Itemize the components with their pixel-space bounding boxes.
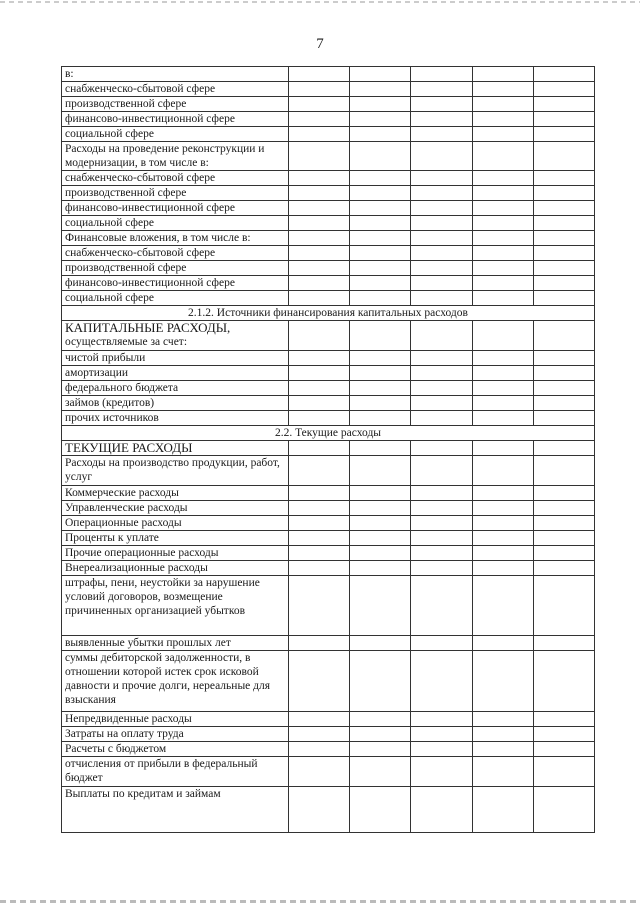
- value-cell: [472, 127, 533, 142]
- row-label: Расчеты с бюджетом: [62, 742, 289, 757]
- value-cell: [472, 501, 533, 516]
- value-cell: [350, 127, 411, 142]
- value-cell: [533, 516, 594, 531]
- row-label: Внереализационные расходы: [62, 561, 289, 576]
- value-cell: [288, 651, 349, 712]
- value-cell: [533, 636, 594, 651]
- value-cell: [411, 516, 472, 531]
- value-cell: [533, 112, 594, 127]
- value-cell: [533, 727, 594, 742]
- row-label: Управленческие расходы: [62, 501, 289, 516]
- table-row: [62, 456, 595, 486]
- value-cell: [533, 546, 594, 561]
- value-cell: [411, 396, 472, 411]
- value-cell: [350, 651, 411, 712]
- value-cell: [472, 456, 533, 486]
- value-cell: [288, 561, 349, 576]
- table-row: [62, 441, 595, 456]
- value-cell: [472, 396, 533, 411]
- value-cell: [350, 531, 411, 546]
- table-row: [62, 201, 595, 216]
- value-cell: [472, 742, 533, 757]
- value-cell: [411, 561, 472, 576]
- table-row: [62, 381, 595, 396]
- table-row: [62, 546, 595, 561]
- value-cell: [288, 396, 349, 411]
- value-cell: [288, 276, 349, 291]
- value-cell: [533, 201, 594, 216]
- value-cell: [288, 366, 349, 381]
- row-label: амортизации: [62, 366, 289, 381]
- page-number: 7: [316, 36, 324, 52]
- row-label: Выплаты по кредитам и займам: [62, 787, 289, 833]
- table-row: [62, 486, 595, 501]
- row-label-line: осуществляемые за счет:: [65, 336, 188, 348]
- value-cell: [350, 171, 411, 186]
- row-label: социальной сфере: [62, 216, 289, 231]
- table-row: [62, 97, 595, 112]
- value-cell: [350, 576, 411, 636]
- row-label: снабженческо-сбытовой сфере: [62, 171, 289, 186]
- row-label: Затраты на оплату труда: [62, 727, 289, 742]
- value-cell: [533, 82, 594, 97]
- value-cell: [472, 171, 533, 186]
- value-cell: [472, 112, 533, 127]
- value-cell: [411, 501, 472, 516]
- value-cell: [533, 216, 594, 231]
- value-cell: [533, 97, 594, 112]
- value-cell: [411, 381, 472, 396]
- value-cell: [288, 82, 349, 97]
- section-heading: 2.1.2. Источники финансирования капитальных расходов: [62, 306, 595, 321]
- value-cell: [533, 67, 594, 82]
- value-cell: [411, 246, 472, 261]
- row-label: Коммерческие расходы: [62, 486, 289, 501]
- value-cell: [533, 231, 594, 246]
- value-cell: [411, 127, 472, 142]
- row-label: штрафы, пени, неустойки за нарушение условий договоров, возмещение причиненных организацией убытков: [62, 576, 289, 636]
- value-cell: [288, 112, 349, 127]
- value-cell: [350, 787, 411, 833]
- row-label: федерального бюджета: [62, 381, 289, 396]
- value-cell: [533, 531, 594, 546]
- value-cell: [533, 396, 594, 411]
- value-cell: [472, 246, 533, 261]
- row-label: чистой прибыли: [62, 351, 289, 366]
- row-label: производственной сфере: [62, 186, 289, 201]
- section-heading-row: [62, 306, 595, 321]
- value-cell: [411, 97, 472, 112]
- value-cell: [411, 351, 472, 366]
- value-cell: [533, 561, 594, 576]
- section-heading-row: [62, 426, 595, 441]
- table-row: [62, 561, 595, 576]
- table-row: [62, 501, 595, 516]
- value-cell: [288, 201, 349, 216]
- value-cell: [350, 216, 411, 231]
- value-cell: [350, 636, 411, 651]
- row-label: прочих источников: [62, 411, 289, 426]
- value-cell: [288, 97, 349, 112]
- value-cell: [472, 381, 533, 396]
- table-row: [62, 576, 595, 636]
- table-row: [62, 216, 595, 231]
- value-cell: [288, 546, 349, 561]
- value-cell: [472, 561, 533, 576]
- value-cell: [288, 516, 349, 531]
- table-row: [62, 757, 595, 787]
- table-row: [62, 261, 595, 276]
- value-cell: [472, 82, 533, 97]
- row-label: производственной сфере: [62, 261, 289, 276]
- value-cell: [533, 742, 594, 757]
- row-label: финансово-инвестиционной сфере: [62, 112, 289, 127]
- value-cell: [411, 441, 472, 456]
- row-label: [62, 321, 289, 351]
- row-label: финансово-инвестиционной сфере: [62, 201, 289, 216]
- value-cell: [288, 501, 349, 516]
- table-row: [62, 531, 595, 546]
- table-row: [62, 67, 595, 82]
- value-cell: [288, 261, 349, 276]
- value-cell: [472, 546, 533, 561]
- value-cell: [288, 142, 349, 171]
- value-cell: [472, 636, 533, 651]
- table-row: [62, 727, 595, 742]
- row-label: выявленные убытки прошлых лет: [62, 636, 289, 651]
- table-row: [62, 366, 595, 381]
- row-label: займов (кредитов): [62, 396, 289, 411]
- value-cell: [533, 576, 594, 636]
- value-cell: [472, 787, 533, 833]
- row-label: финансово-инвестиционной сфере: [62, 276, 289, 291]
- value-cell: [411, 546, 472, 561]
- value-cell: [288, 757, 349, 787]
- table-row: [62, 82, 595, 97]
- value-cell: [288, 742, 349, 757]
- table-row: [62, 516, 595, 531]
- value-cell: [472, 366, 533, 381]
- row-label: Расходы на производство продукции, работ, услуг: [62, 456, 289, 486]
- row-label: ТЕКУЩИЕ РАСХОДЫ: [62, 441, 289, 456]
- value-cell: [288, 787, 349, 833]
- value-cell: [350, 727, 411, 742]
- value-cell: [288, 171, 349, 186]
- value-cell: [472, 231, 533, 246]
- value-cell: [472, 712, 533, 727]
- value-cell: [533, 712, 594, 727]
- value-cell: [472, 441, 533, 456]
- table-row: [62, 127, 595, 142]
- value-cell: [533, 321, 594, 351]
- value-cell: [472, 216, 533, 231]
- value-cell: [411, 727, 472, 742]
- value-cell: [533, 651, 594, 712]
- value-cell: [411, 231, 472, 246]
- value-cell: [533, 351, 594, 366]
- value-cell: [411, 171, 472, 186]
- value-cell: [350, 742, 411, 757]
- table-row: [62, 636, 595, 651]
- value-cell: [411, 291, 472, 306]
- table-row: [62, 142, 595, 171]
- value-cell: [533, 246, 594, 261]
- value-cell: [288, 531, 349, 546]
- value-cell: [288, 486, 349, 501]
- value-cell: [533, 456, 594, 486]
- value-cell: [411, 112, 472, 127]
- value-cell: [411, 186, 472, 201]
- value-cell: [472, 516, 533, 531]
- value-cell: [533, 291, 594, 306]
- value-cell: [350, 246, 411, 261]
- value-cell: [533, 757, 594, 787]
- value-cell: [350, 561, 411, 576]
- value-cell: [350, 757, 411, 787]
- row-label: отчисления от прибыли в федеральный бюджет: [62, 757, 289, 787]
- value-cell: [288, 67, 349, 82]
- value-cell: [472, 576, 533, 636]
- value-cell: [350, 381, 411, 396]
- value-cell: [533, 501, 594, 516]
- value-cell: [472, 651, 533, 712]
- value-cell: [411, 636, 472, 651]
- value-cell: [533, 127, 594, 142]
- value-cell: [350, 82, 411, 97]
- value-cell: [288, 246, 349, 261]
- value-cell: [350, 486, 411, 501]
- value-cell: [533, 381, 594, 396]
- table-row: [62, 396, 595, 411]
- value-cell: [533, 441, 594, 456]
- value-cell: [411, 576, 472, 636]
- value-cell: [472, 67, 533, 82]
- value-cell: [411, 366, 472, 381]
- row-label: суммы дебиторской задолженности, в отношении которой истек срок исковой давности и прочие долги, нереальные для взыскания: [62, 651, 289, 712]
- value-cell: [350, 186, 411, 201]
- value-cell: [288, 186, 349, 201]
- value-cell: [350, 351, 411, 366]
- value-cell: [472, 757, 533, 787]
- value-cell: [350, 112, 411, 127]
- value-cell: [472, 186, 533, 201]
- table-row: [62, 351, 595, 366]
- table-row: [62, 712, 595, 727]
- section-heading: 2.2. Текущие расходы: [62, 426, 595, 441]
- value-cell: [350, 261, 411, 276]
- row-label: Непредвиденные расходы: [62, 712, 289, 727]
- value-cell: [533, 787, 594, 833]
- scan-edge-top: [0, 1, 640, 3]
- value-cell: [533, 276, 594, 291]
- table-row: [62, 651, 595, 712]
- value-cell: [288, 321, 349, 351]
- value-cell: [472, 291, 533, 306]
- value-cell: [350, 231, 411, 246]
- value-cell: [472, 486, 533, 501]
- row-label: в:: [62, 67, 289, 82]
- value-cell: [472, 321, 533, 351]
- value-cell: [350, 321, 411, 351]
- value-cell: [533, 261, 594, 276]
- value-cell: [350, 411, 411, 426]
- table-row: [62, 246, 595, 261]
- value-cell: [472, 261, 533, 276]
- table-row: [62, 742, 595, 757]
- scan-edge-bottom: [0, 900, 640, 903]
- value-cell: [288, 441, 349, 456]
- value-cell: [411, 82, 472, 97]
- value-cell: [411, 742, 472, 757]
- row-label: снабженческо-сбытовой сфере: [62, 82, 289, 97]
- value-cell: [533, 366, 594, 381]
- table-row: [62, 411, 595, 426]
- value-cell: [411, 201, 472, 216]
- value-cell: [350, 67, 411, 82]
- value-cell: [411, 712, 472, 727]
- value-cell: [472, 411, 533, 426]
- expenses-table: [61, 66, 595, 833]
- value-cell: [350, 201, 411, 216]
- value-cell: [411, 757, 472, 787]
- value-cell: [411, 261, 472, 276]
- table-row: [62, 276, 595, 291]
- value-cell: [411, 486, 472, 501]
- table-row: [62, 787, 595, 833]
- value-cell: [411, 651, 472, 712]
- value-cell: [350, 276, 411, 291]
- value-cell: [288, 636, 349, 651]
- value-cell: [472, 97, 533, 112]
- row-label-line: КАПИТАЛЬНЫЕ РАСХОДЫ,: [65, 320, 231, 335]
- row-label: Финансовые вложения, в том числе в:: [62, 231, 289, 246]
- expenses-table-body: [62, 67, 595, 833]
- value-cell: [411, 276, 472, 291]
- value-cell: [350, 142, 411, 171]
- value-cell: [411, 411, 472, 426]
- value-cell: [350, 712, 411, 727]
- value-cell: [350, 456, 411, 486]
- value-cell: [533, 486, 594, 501]
- value-cell: [288, 231, 349, 246]
- value-cell: [533, 142, 594, 171]
- value-cell: [288, 216, 349, 231]
- value-cell: [288, 727, 349, 742]
- value-cell: [288, 127, 349, 142]
- value-cell: [350, 441, 411, 456]
- value-cell: [411, 142, 472, 171]
- value-cell: [288, 291, 349, 306]
- row-label: снабженческо-сбытовой сфере: [62, 246, 289, 261]
- value-cell: [411, 67, 472, 82]
- value-cell: [288, 411, 349, 426]
- value-cell: [411, 456, 472, 486]
- value-cell: [472, 201, 533, 216]
- value-cell: [288, 712, 349, 727]
- table-row: [62, 321, 595, 351]
- value-cell: [288, 351, 349, 366]
- value-cell: [350, 501, 411, 516]
- value-cell: [411, 321, 472, 351]
- value-cell: [533, 186, 594, 201]
- value-cell: [472, 142, 533, 171]
- row-label: социальной сфере: [62, 127, 289, 142]
- value-cell: [472, 276, 533, 291]
- value-cell: [350, 97, 411, 112]
- row-label: Прочие операционные расходы: [62, 546, 289, 561]
- table-row: [62, 231, 595, 246]
- value-cell: [350, 291, 411, 306]
- value-cell: [350, 516, 411, 531]
- value-cell: [350, 546, 411, 561]
- table-row: [62, 112, 595, 127]
- value-cell: [472, 351, 533, 366]
- value-cell: [533, 411, 594, 426]
- row-label: Расходы на проведение реконструкции и модернизации, в том числе в:: [62, 142, 289, 171]
- value-cell: [533, 171, 594, 186]
- value-cell: [350, 366, 411, 381]
- table-row: [62, 171, 595, 186]
- table-row: [62, 186, 595, 201]
- row-label: Проценты к уплате: [62, 531, 289, 546]
- value-cell: [472, 531, 533, 546]
- value-cell: [350, 396, 411, 411]
- value-cell: [411, 787, 472, 833]
- table-row: [62, 291, 595, 306]
- value-cell: [411, 531, 472, 546]
- value-cell: [288, 456, 349, 486]
- row-label: Операционные расходы: [62, 516, 289, 531]
- value-cell: [411, 216, 472, 231]
- value-cell: [472, 727, 533, 742]
- value-cell: [288, 576, 349, 636]
- value-cell: [288, 381, 349, 396]
- row-label: производственной сфере: [62, 97, 289, 112]
- row-label: социальной сфере: [62, 291, 289, 306]
